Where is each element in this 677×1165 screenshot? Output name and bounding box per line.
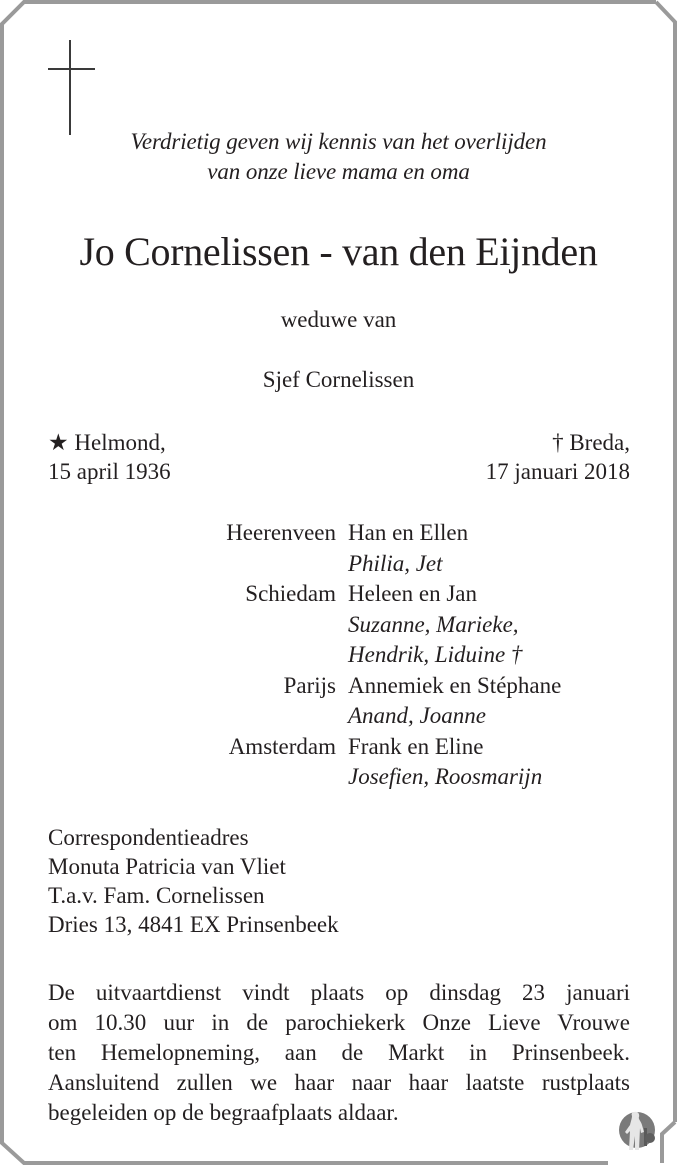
service-line: Aansluitend zullen we haar naar haar laatste rustplaats xyxy=(48,1070,630,1095)
family-entry xyxy=(140,518,561,579)
death-info xyxy=(486,428,630,486)
grandchildren: Philia, Jet xyxy=(348,550,443,576)
dagger-icon: † xyxy=(552,430,564,455)
address-line: T.a.v. Fam. Cornelissen xyxy=(48,883,265,908)
birth-date: 15 april 1936 xyxy=(48,459,171,484)
service-line: De uitvaartdienst vindt plaats op dinsdag 23 januari xyxy=(48,980,630,1005)
service-info xyxy=(48,978,630,1128)
birth-info xyxy=(48,428,171,486)
deceased-name: Jo Cornelissen - van den Eijnden xyxy=(79,229,598,274)
family-names: Annemiek en Stéphane xyxy=(348,672,562,698)
family-entry xyxy=(140,579,561,671)
family-entry xyxy=(140,671,561,732)
death-place: Breda, xyxy=(569,430,630,455)
grandchildren: Josefien, Roosmarijn xyxy=(348,764,543,789)
correspondence-address xyxy=(48,823,339,939)
death-date: 17 januari 2018 xyxy=(485,459,630,484)
service-line: om 10.30 uur in de parochiekerk Onze Lieve Vrouwe xyxy=(48,1010,630,1035)
memorial-logo-icon xyxy=(617,1106,659,1152)
address-line: Dries 13, 4841 EX Prinsenbeek xyxy=(48,912,339,937)
family-list xyxy=(140,518,561,793)
star-icon: ★ xyxy=(48,430,69,455)
family-city: Schiedam xyxy=(245,581,336,606)
address-line: Correspondentieadres xyxy=(48,825,249,850)
intro-text xyxy=(0,127,677,187)
family-city: Amsterdam xyxy=(228,733,336,759)
family-city: Heerenveen xyxy=(226,520,336,545)
service-line: begeleiden op de begraafplaats aldaar. xyxy=(48,1100,399,1125)
family-names: Frank en Eline xyxy=(348,733,484,759)
family-names: Han en Ellen xyxy=(348,520,469,545)
intro-line: van onze lieve mama en oma xyxy=(207,159,470,184)
grandchildren: Suzanne, Marieke, xyxy=(348,611,519,637)
family-city: Parijs xyxy=(283,672,336,698)
family-entry xyxy=(140,732,561,793)
family-names: Heleen en Jan xyxy=(348,581,477,606)
address-line: Monuta Patricia van Vliet xyxy=(48,854,286,879)
relation-label: weduwe van xyxy=(280,307,397,332)
intro-line: Verdrietig geven wij kennis van het overlijden xyxy=(130,129,547,154)
birth-place: Helmond, xyxy=(74,430,166,455)
grandchildren: Anand, Joanne xyxy=(348,703,486,728)
service-line: ten Hemelopneming, aan de Markt in Prinsenbeek. xyxy=(48,1040,630,1065)
grandchildren: Hendrik, Liduine † xyxy=(348,642,523,667)
spouse-name: Sjef Cornelissen xyxy=(262,367,415,392)
